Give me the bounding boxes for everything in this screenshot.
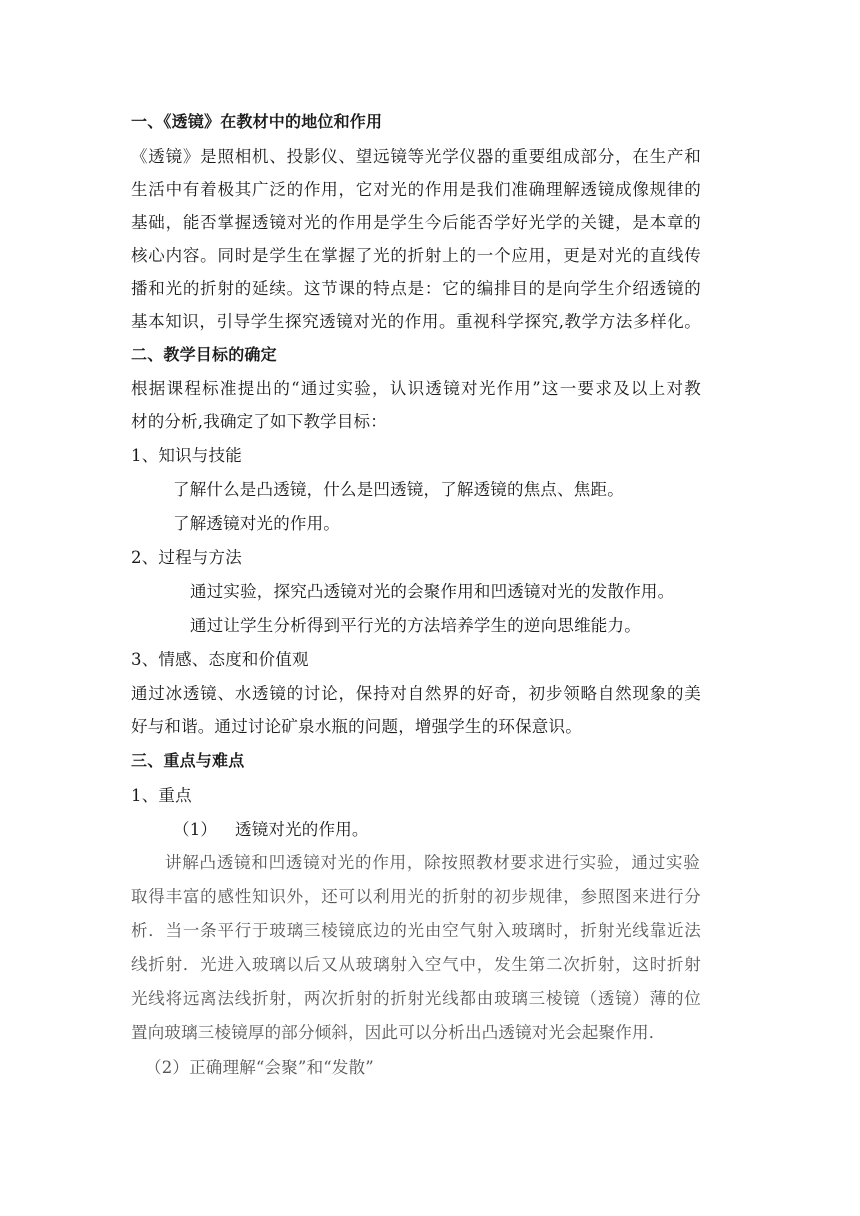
goal1-item: 了解透镜对光的作用。 — [173, 514, 340, 533]
paragraph-line: 线折射．光进入玻璃以后又从玻璃射入空气中，发生第二次折射，这时折射 — [131, 955, 701, 974]
section3-heading: 三、重点与难点 — [131, 751, 245, 770]
point1-text: 透镜对光的作用。 — [235, 820, 369, 839]
sub1-title: 1、重点 — [131, 786, 192, 805]
paragraph-line: 播和光的折射的延续。这节课的特点是：它的编排目的是向学生介绍透镜的 — [131, 279, 701, 298]
paragraph-line: 核心内容。同时是学生在掌握了光的折射上的一个应用，更是对光的直线传 — [131, 246, 701, 265]
paragraph-line: 置向玻璃三棱镜厚的部分倾斜，因此可以分析出凸透镜对光会起聚作用． — [131, 1023, 666, 1042]
paragraph-line: 析．当一条平行于玻璃三棱镜底边的光由空气射入玻璃时，折射光线靠近法 — [131, 921, 701, 940]
goal1-item: 了解什么是凸透镜，什么是凹透镜，了解透镜的焦点、焦距。 — [173, 480, 624, 499]
goal2-item: 通过实验，探究凸透镜对光的会聚作用和凹透镜对光的发散作用。 — [190, 582, 675, 601]
paragraph-line: 基本知识，引导学生探究透镜对光的作用。重视科学探究,教学方法多样化。 — [131, 312, 701, 331]
paragraph-line: 好与和谐。通过讨论矿泉水瓶的问题，增强学生的环保意识。 — [131, 717, 582, 736]
paragraph-line: 材的分析,我确定了如下教学目标： — [131, 412, 387, 431]
point2-heading: （2）正确理解“会聚”和“发散” — [145, 1058, 374, 1077]
section2-heading: 二、教学目标的确定 — [131, 345, 277, 364]
goal3-title: 3、情感、态度和价值观 — [131, 650, 309, 669]
section1-heading: 一、《透镜》在教材中的地位和作用 — [131, 112, 383, 131]
paragraph-line: 取得丰富的感性知识外，还可以利用光的折射的初步规律，参照图来进行分 — [131, 887, 701, 906]
paragraph-line: 光线将远离法线折射，两次折射的折射光线都由玻璃三棱镜（透镜）薄的位 — [131, 989, 701, 1008]
paragraph-line: 基础，能否掌握透镜对光的作用是学生今后能否学好光学的关键，是本章的 — [131, 213, 701, 232]
goal2-title: 2、过程与方法 — [131, 548, 242, 567]
goal1-title: 1、知识与技能 — [131, 446, 242, 465]
paragraph-line: 讲解凸透镜和凹透镜对光的作用，除按照教材要求进行实验，通过实验 — [165, 853, 700, 872]
goal2-item: 通过让学生分析得到平行光的方法培养学生的逆向思维能力。 — [190, 616, 641, 635]
point1-number: （1） — [173, 820, 218, 839]
paragraph-line: 通过冰透镜、水透镜的讨论，保持对自然界的好奇，初步领略自然现象的美 — [131, 684, 701, 703]
paragraph-line: 根据课程标准提出的“通过实验，认识透镜对光作用”这一要求及以上对教 — [131, 379, 701, 398]
paragraph-line: 生活中有着极其广泛的作用，它对光的作用是我们准确理解透镜成像规律的 — [131, 180, 701, 199]
paragraph-line: 《透镜》是照相机、投影仪、望远镜等光学仪器的重要组成部分，在生产和 — [131, 147, 701, 166]
